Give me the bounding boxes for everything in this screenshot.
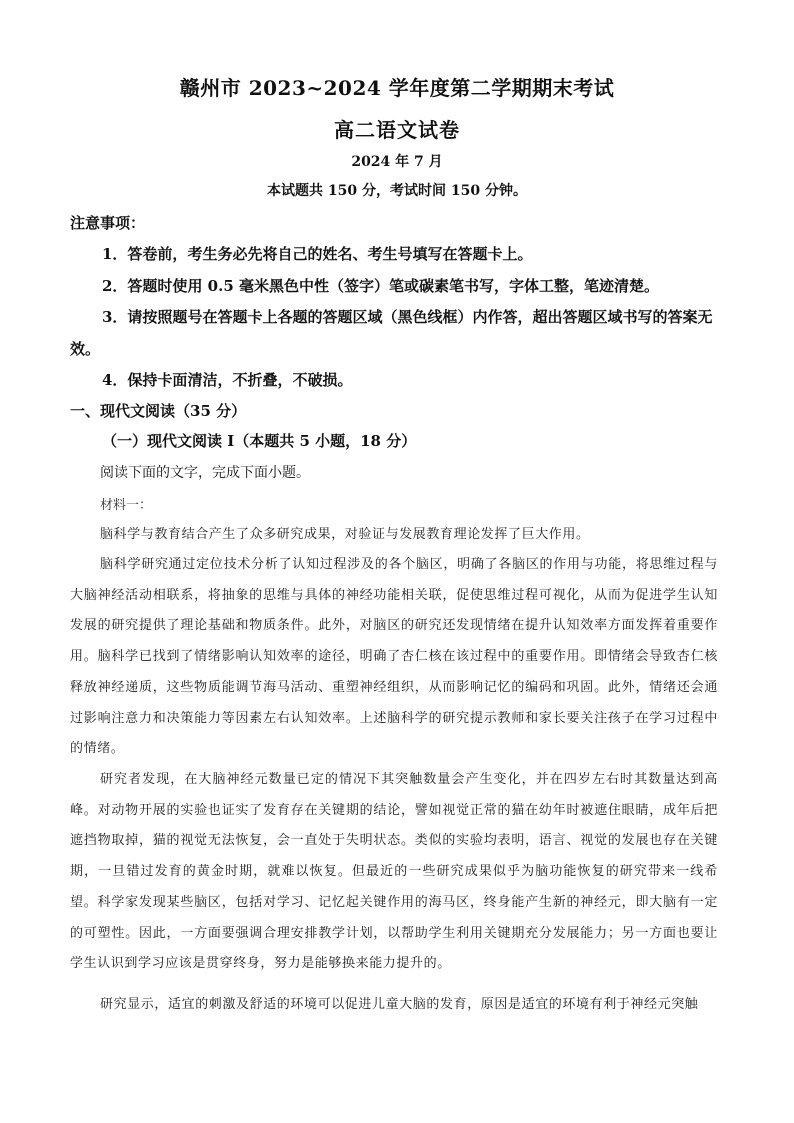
passage-paragraph: 研究显示，适宜的刺激及舒适的环境可以促进儿童大脑的发育，原因是适宜的环境有利于神经元突触	[100, 997, 699, 1012]
notice-item	[70, 301, 730, 365]
passage-paragraph: 脑科学与教育结合产生了众多研究成果，对验证与发展教育理论发挥了巨大作用。	[100, 527, 590, 542]
reading-instruction: 阅读下面的文字，完成下面小题。	[100, 465, 310, 481]
notice-item	[70, 364, 730, 396]
material-label: 材料一：	[100, 498, 153, 513]
notice-item-text: 4．保持卡面清洁，不折叠，不破损。	[102, 371, 353, 389]
passage-paragraph: 脑科学研究通过定位技术分析了认知过程涉及的各个脑区，明确了各脑区的作用与功能，将思维过程与大脑神经活动相联系，将抽象的思维与具体的神经功能相关联，促使思维过程可视化，从而为促进学生认知发展的研究提供了理论基础和物质条件。此外，对脑区的研究还发现情绪在提升认知效率方面发挥着重要作用。脑科学已找到了情绪影响认知效率的途径，明确了杏仁核在该过程中的重要作用。即情绪会导致杏仁核释放神经递质，这些物质能调节海马活动、重塑神经组织，从而影响记忆的编码和巩固。此外，情绪还会通过影响注意力和决策能力等因素左右认知效率。上述脑科学的研究提示教师和家长要关注孩子在学习过程中的情绪。	[70, 557, 718, 757]
section-heading: 一、现代文阅读（35 分）	[70, 402, 247, 420]
exam-date: 2024 年 7 月	[351, 154, 443, 170]
exam-info: 本试题共 150 分，考试时间 150 分钟。	[267, 183, 527, 199]
notice-item-text: 1．答卷前，考生务必先将自己的姓名、考生号填写在答题卡上。	[102, 245, 533, 263]
notice-item-text: 2．答题时使用 0.5 毫米黑色中性（签字）笔或碳素笔书写，字体工整，笔迹清楚。	[102, 277, 659, 295]
notice-item	[70, 238, 730, 270]
notice-item-text: 3．请按照题号在答题卡上各题的答题区域（黑色线框）内作答，超出答题区域书写的答案无效。	[70, 308, 713, 358]
notice-item	[70, 270, 730, 302]
exam-title: 赣州市 2023~2024 学年度第二学期期末考试	[179, 76, 615, 100]
exam-subtitle: 高二语文试卷	[334, 118, 460, 142]
sub-section-heading: （一）现代文阅读 I（本题共 5 小题，18 分）	[102, 432, 417, 450]
passage-paragraph: 研究者发现，在大脑神经元数量已定的情况下其突触数量会产生变化，并在四岁左右时其数量达到高峰。对动物开展的实验也证实了发育存在关键期的结论，譬如视觉正常的猫在幼年时被遮住眼睛，成年后把遮挡物取掉，猫的视觉无法恢复，会一直处于失明状态。类似的实验均表明，语言、视觉的发展也存在关键期，一旦错过发育的黄金时期，就难以恢复。但最近的一些研究成果似乎为脑功能恢复的研究带来一线希望。科学家发现某些脑区，包括对学习、记忆起关键作用的海马区，终身能产生新的神经元，即大脑有一定的可塑性。因此，一方面要强调合理安排教学计划，以帮助学生利用关键期充分发展能力；另一方面也要让学生认识到学习应该是贯穿终身，努力是能够换来能力提升的。	[70, 772, 718, 972]
notice-heading: 注意事项：	[70, 214, 146, 232]
